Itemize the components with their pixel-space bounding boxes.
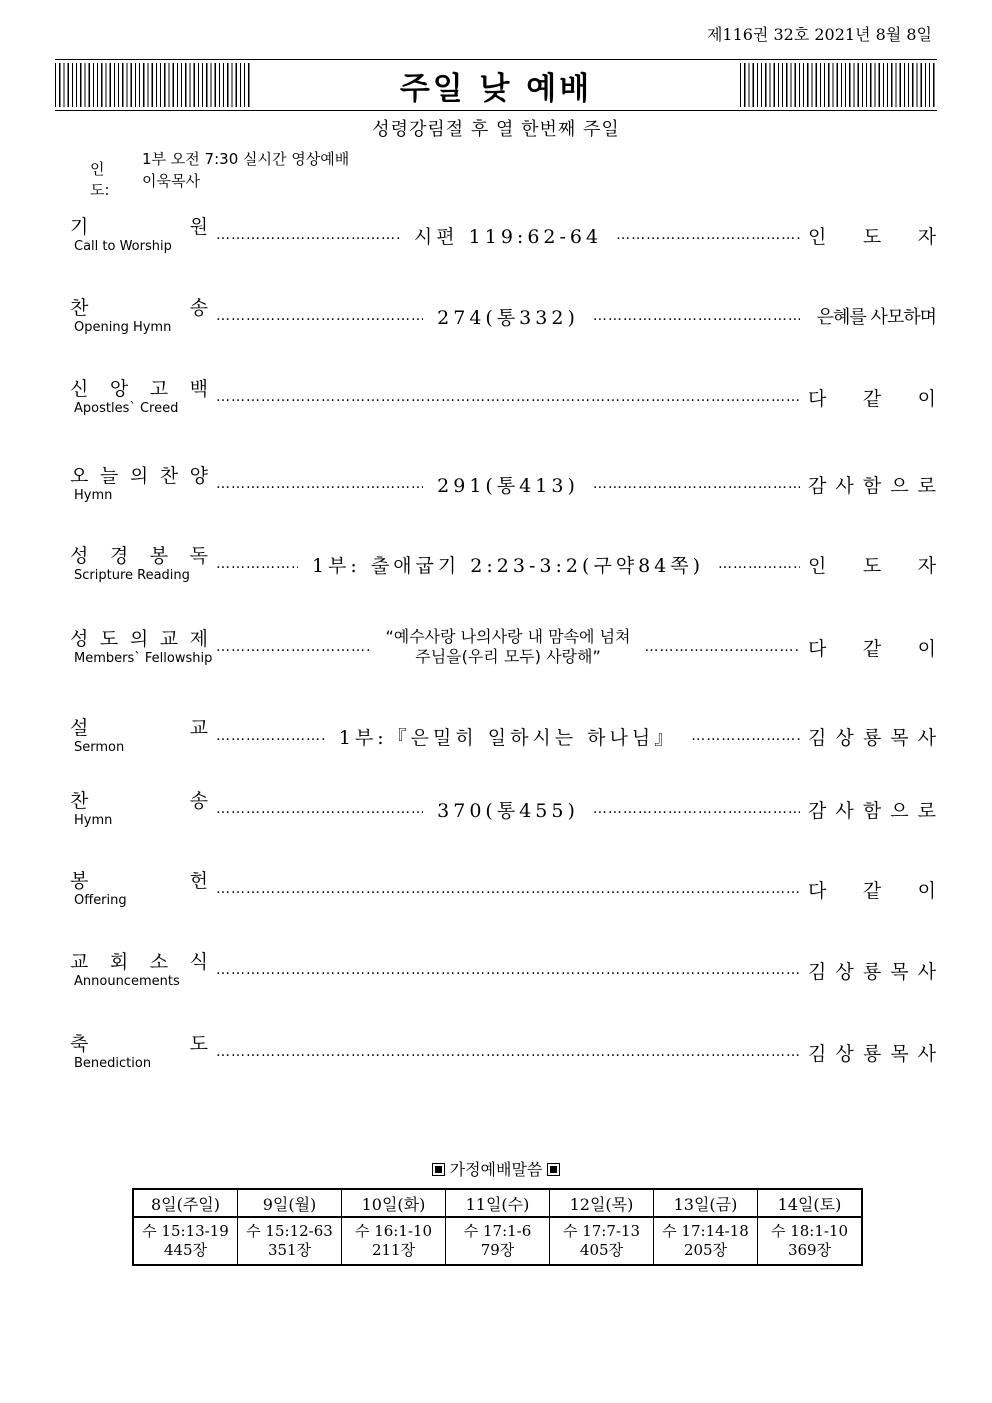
responsible-char: 사 bbox=[917, 726, 936, 749]
responsible-char: 은혜를 사모하며 bbox=[816, 307, 936, 328]
day-reading bbox=[550, 1217, 654, 1265]
order-item-responsible bbox=[808, 222, 936, 248]
responsible-char: 다 bbox=[808, 637, 827, 660]
responsible-char: 감 bbox=[808, 474, 827, 497]
bible-passage: 수 15:12-63 bbox=[246, 1222, 333, 1240]
page-title: 주일 낮 예배 bbox=[399, 70, 593, 107]
order-item-leader-line bbox=[216, 624, 800, 670]
title-char: 송 bbox=[189, 790, 208, 812]
order-item-leader-line bbox=[216, 796, 800, 822]
dot-leader bbox=[593, 801, 800, 817]
dot-leader bbox=[216, 476, 423, 492]
order-item bbox=[70, 713, 936, 763]
responsible-char: 다 bbox=[808, 879, 827, 902]
order-item-leader-line bbox=[216, 957, 800, 983]
hymn-number: 211장 bbox=[371, 1241, 416, 1259]
title-char: 도 bbox=[99, 628, 119, 650]
order-item-korean-title bbox=[70, 624, 208, 651]
hymn-number: 405장 bbox=[579, 1241, 624, 1259]
title-char: 성 bbox=[70, 628, 89, 650]
title-char: 헌 bbox=[189, 870, 208, 892]
order-item-responsible bbox=[808, 471, 936, 497]
order-item bbox=[70, 1029, 936, 1079]
day-header: 13일(금) bbox=[654, 1189, 758, 1217]
day-reading bbox=[342, 1217, 446, 1265]
family-worship-title-text: 가정예배말씀 bbox=[449, 1160, 543, 1179]
title-char: 성 bbox=[70, 545, 89, 567]
order-item bbox=[70, 541, 936, 591]
day-reading bbox=[238, 1217, 342, 1265]
order-item-responsible bbox=[808, 634, 936, 660]
order-item-english-title: Offering bbox=[74, 893, 127, 908]
responsible-char: 사 bbox=[835, 474, 854, 497]
dot-leader bbox=[216, 308, 423, 324]
dot-leader bbox=[216, 728, 325, 744]
order-item-english-title: Sermon bbox=[74, 740, 125, 755]
day-reading bbox=[758, 1217, 863, 1265]
dot-leader bbox=[216, 639, 371, 655]
title-char: 앙 bbox=[109, 378, 129, 400]
order-item-leader-line bbox=[216, 1039, 800, 1065]
order-item bbox=[70, 293, 936, 343]
bible-passage: 수 17:14-18 bbox=[662, 1222, 749, 1240]
responsible-char: 상 bbox=[835, 1042, 854, 1065]
title-char: 회 bbox=[109, 951, 129, 973]
dot-leader bbox=[216, 801, 423, 817]
title-char: 식 bbox=[189, 951, 208, 973]
bible-passage: 수 18:1-10 bbox=[770, 1222, 849, 1240]
title-char: 늘 bbox=[99, 465, 119, 487]
responsible-char: 룡 bbox=[862, 726, 882, 749]
order-item-korean-title bbox=[70, 1029, 208, 1056]
order-item-korean-title bbox=[70, 786, 208, 813]
responsible-char: 상 bbox=[835, 726, 854, 749]
hymn-number: 79장 bbox=[480, 1241, 515, 1259]
leader-service-time: 1부 오전 7:30 실시간 영상예배 bbox=[142, 150, 350, 168]
title-char: 교 bbox=[189, 717, 208, 739]
responsible-char: 같 bbox=[862, 879, 882, 902]
leader-label: 인도: bbox=[90, 160, 110, 199]
order-item bbox=[70, 947, 936, 997]
title-char: 양 bbox=[189, 465, 208, 487]
hymn-number: 205장 bbox=[683, 1241, 728, 1259]
hymn-number: 351장 bbox=[267, 1241, 312, 1259]
responsible-char: 자 bbox=[917, 225, 936, 248]
family-worship-body-row bbox=[133, 1217, 862, 1265]
dot-leader bbox=[216, 389, 800, 405]
responsible-char: 감 bbox=[808, 799, 827, 822]
title-char: 찬 bbox=[70, 297, 89, 319]
order-item-detail: 1부: 출애굽기 2:23-3:2(구약84쪽) bbox=[311, 554, 705, 577]
order-item bbox=[70, 866, 936, 916]
order-item-detail: 291(통413) bbox=[437, 474, 579, 497]
title-char: 의 bbox=[129, 628, 149, 650]
title-char: 기 bbox=[70, 216, 89, 238]
dot-leader bbox=[216, 962, 800, 978]
order-item-english-title: Benediction bbox=[74, 1056, 152, 1071]
day-reading bbox=[133, 1217, 238, 1265]
responsible-char: 로 bbox=[917, 474, 936, 497]
order-item-leader-line bbox=[216, 551, 800, 577]
day-header: 11일(수) bbox=[446, 1189, 550, 1217]
family-worship-title bbox=[0, 1157, 992, 1180]
responsible-char: 함 bbox=[862, 799, 882, 822]
order-item-english-title: Call to Worship bbox=[74, 239, 172, 254]
day-reading bbox=[654, 1217, 758, 1265]
day-header: 14일(토) bbox=[758, 1189, 863, 1217]
page-subtitle: 성령강림절 후 열 한번째 주일 bbox=[372, 119, 620, 140]
title-char: 찬 bbox=[159, 465, 179, 487]
day-header: 12일(목) bbox=[550, 1189, 654, 1217]
title-stripes-right bbox=[740, 63, 937, 107]
dot-leader bbox=[645, 639, 800, 655]
order-item-detail-line2: 주님을(우리 모두) 사랑해” bbox=[415, 647, 601, 666]
dot-leader bbox=[216, 1044, 800, 1060]
order-item-detail: 274(통332) bbox=[437, 306, 579, 329]
responsible-char: 인 bbox=[808, 554, 827, 577]
title-char: 독 bbox=[189, 545, 208, 567]
responsible-char: 다 bbox=[808, 387, 827, 410]
order-item bbox=[70, 786, 936, 836]
title-char: 도 bbox=[189, 1033, 208, 1055]
order-item-responsible bbox=[808, 796, 936, 822]
order-item-english-title: Apostles` Creed bbox=[74, 401, 179, 416]
order-item-korean-title bbox=[70, 293, 208, 320]
responsible-char: 같 bbox=[862, 387, 882, 410]
responsible-char: 목 bbox=[890, 1042, 909, 1065]
day-header: 10일(화) bbox=[342, 1189, 446, 1217]
order-item-responsible bbox=[808, 1039, 936, 1065]
dot-leader bbox=[616, 227, 800, 243]
order-item-korean-title bbox=[70, 947, 208, 974]
order-item-english-title: Opening Hymn bbox=[74, 320, 172, 335]
responsible-char: 인 bbox=[808, 225, 827, 248]
order-item-english-title: Hymn bbox=[74, 813, 113, 828]
bible-passage: 수 17:7-13 bbox=[562, 1222, 641, 1240]
order-item-detail-line1: “예수사랑 나의사랑 내 맘속에 넘쳐 bbox=[385, 627, 631, 646]
responsible-char: 상 bbox=[835, 960, 854, 983]
title-char: 오 bbox=[70, 465, 89, 487]
bible-passage: 수 15:13-19 bbox=[142, 1222, 229, 1240]
hymn-number: 445장 bbox=[163, 1241, 208, 1259]
responsible-char: 로 bbox=[917, 799, 936, 822]
order-item-korean-title bbox=[70, 212, 208, 239]
day-header: 8일(주일) bbox=[133, 1189, 238, 1217]
order-item-responsible bbox=[808, 303, 936, 329]
order-item-responsible bbox=[808, 384, 936, 410]
title-char: 교 bbox=[159, 628, 179, 650]
responsible-char: 김 bbox=[808, 1042, 827, 1065]
responsible-char: 룡 bbox=[862, 960, 882, 983]
order-item-detail: 1부:『은밀히 일하시는 하나님』 bbox=[338, 726, 678, 749]
title-bar bbox=[55, 59, 937, 111]
dot-leader bbox=[691, 728, 800, 744]
bible-passage: 수 16:1-10 bbox=[354, 1222, 433, 1240]
responsible-char: 목 bbox=[890, 726, 909, 749]
order-item-responsible bbox=[808, 723, 936, 749]
order-item-responsible bbox=[808, 957, 936, 983]
order-item-responsible bbox=[808, 876, 936, 902]
title-char: 설 bbox=[70, 717, 89, 739]
order-item-english-title: Hymn bbox=[74, 488, 113, 503]
responsible-char: 도 bbox=[862, 554, 882, 577]
order-item-korean-title bbox=[70, 713, 208, 740]
title-char: 교 bbox=[70, 951, 89, 973]
responsible-char: 김 bbox=[808, 726, 827, 749]
responsible-char: 룡 bbox=[862, 1042, 882, 1065]
responsible-char: 목 bbox=[890, 960, 909, 983]
order-item-detail: 370(통455) bbox=[437, 799, 579, 822]
dot-leader bbox=[216, 556, 298, 572]
title-char: 원 bbox=[189, 216, 208, 238]
order-item-korean-title bbox=[70, 541, 208, 568]
responsible-char: 이 bbox=[917, 637, 936, 660]
order-item bbox=[70, 461, 936, 511]
responsible-char: 사 bbox=[835, 799, 854, 822]
title-char: 송 bbox=[189, 297, 208, 319]
responsible-char: 이 bbox=[917, 387, 936, 410]
dot-leader bbox=[593, 476, 800, 492]
order-item bbox=[70, 374, 936, 424]
title-char: 제 bbox=[189, 628, 208, 650]
responsible-char: 사 bbox=[917, 960, 936, 983]
title-char: 봉 bbox=[70, 870, 89, 892]
title-char: 봉 bbox=[149, 545, 169, 567]
title-char: 경 bbox=[109, 545, 129, 567]
responsible-char: 사 bbox=[917, 1042, 936, 1065]
title-char: 의 bbox=[129, 465, 149, 487]
square-bullet-icon bbox=[547, 1163, 560, 1176]
order-item-korean-title bbox=[70, 461, 208, 488]
responsible-char: 으 bbox=[890, 474, 909, 497]
order-item-responsible bbox=[808, 551, 936, 577]
order-item-korean-title bbox=[70, 866, 208, 893]
responsible-char: 함 bbox=[862, 474, 882, 497]
responsible-char: 으 bbox=[890, 799, 909, 822]
hymn-number: 369장 bbox=[787, 1241, 832, 1259]
order-item bbox=[70, 624, 936, 674]
order-item-leader-line bbox=[216, 222, 800, 248]
order-item-leader-line bbox=[216, 471, 800, 497]
title-char: 찬 bbox=[70, 790, 89, 812]
day-reading bbox=[446, 1217, 550, 1265]
order-item bbox=[70, 212, 936, 262]
bible-passage: 수 17:1-6 bbox=[463, 1222, 532, 1240]
responsible-char: 도 bbox=[862, 225, 882, 248]
title-char: 신 bbox=[70, 378, 89, 400]
title-char: 백 bbox=[189, 378, 208, 400]
order-item-korean-title bbox=[70, 374, 208, 401]
responsible-char: 김 bbox=[808, 960, 827, 983]
issue-line: 제116권 32호 2021년 8월 8일 bbox=[706, 25, 932, 44]
order-item-leader-line bbox=[216, 384, 800, 410]
dot-leader bbox=[216, 881, 800, 897]
family-worship-table bbox=[132, 1188, 863, 1266]
family-worship-header-row bbox=[133, 1189, 862, 1217]
order-item-detail bbox=[371, 627, 644, 667]
dot-leader bbox=[718, 556, 800, 572]
responsible-char: 같 bbox=[862, 637, 882, 660]
title-stripes-left bbox=[55, 63, 252, 107]
responsible-char: 이 bbox=[917, 879, 936, 902]
title-char: 소 bbox=[149, 951, 169, 973]
order-item-english-title: Scripture Reading bbox=[74, 568, 190, 583]
title-char: 축 bbox=[70, 1033, 89, 1055]
leader-name: 이욱목사 bbox=[142, 172, 200, 190]
dot-leader bbox=[593, 308, 800, 324]
order-item-english-title: Announcements bbox=[74, 974, 180, 989]
dot-leader bbox=[216, 227, 400, 243]
title-char: 고 bbox=[149, 378, 169, 400]
day-header: 9일(월) bbox=[238, 1189, 342, 1217]
order-item-leader-line bbox=[216, 876, 800, 902]
order-item-english-title: Members` Fellowship bbox=[74, 651, 213, 666]
square-bullet-icon bbox=[432, 1163, 445, 1176]
responsible-char: 자 bbox=[917, 554, 936, 577]
order-item-leader-line bbox=[216, 723, 800, 749]
order-item-detail: 시편 119:62-64 bbox=[413, 225, 603, 248]
order-item-leader-line bbox=[216, 303, 800, 329]
